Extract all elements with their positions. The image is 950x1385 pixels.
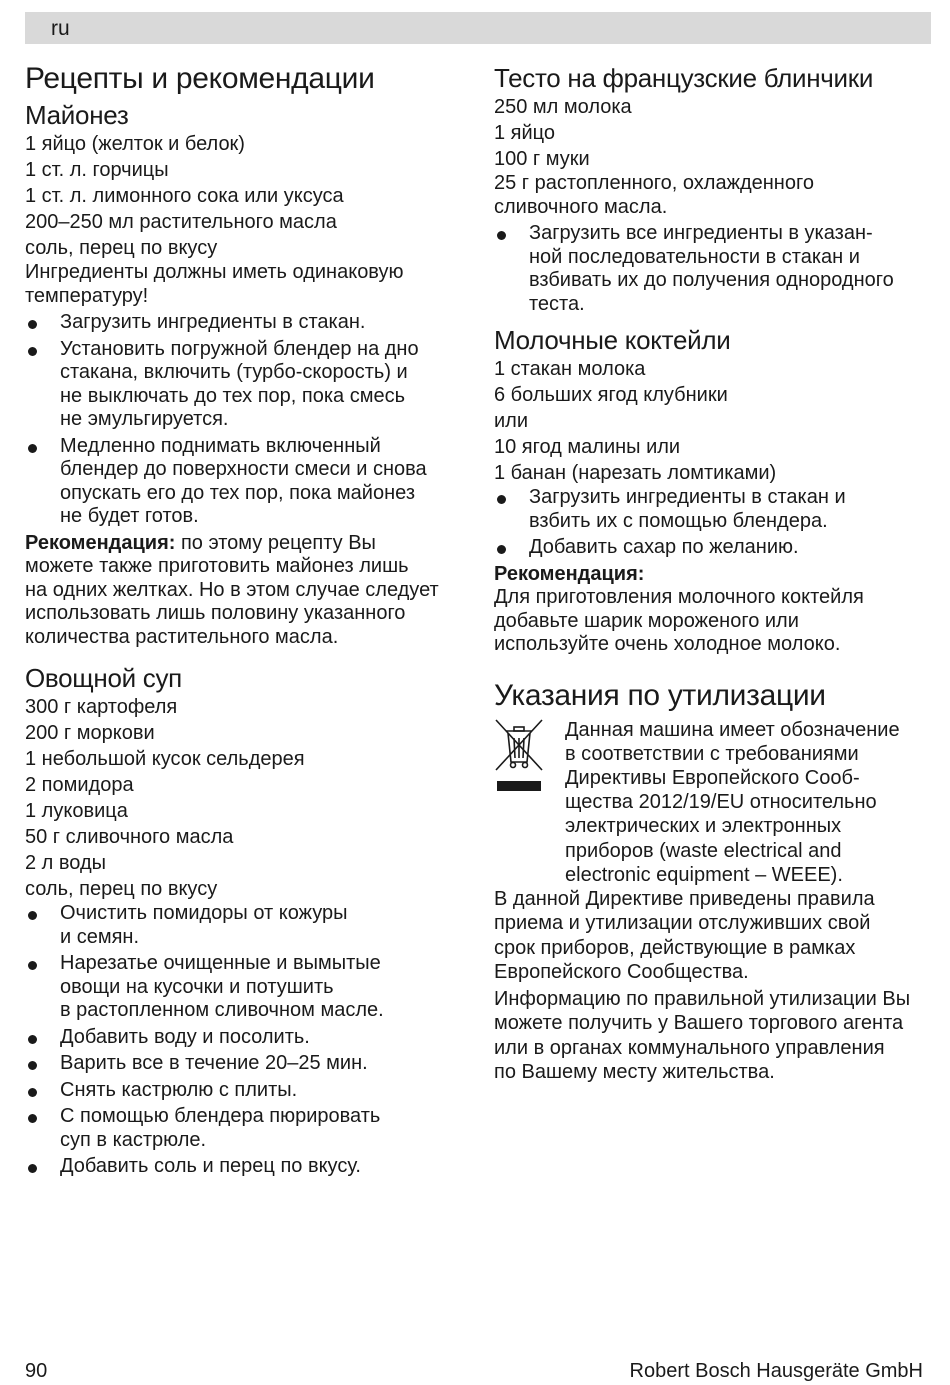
weee-crossed-bin-icon <box>494 718 544 796</box>
shakes-ingredients <box>494 356 934 486</box>
bullet-icon <box>28 961 37 970</box>
list-item: Добавить воду и посолить. <box>25 1026 465 1050</box>
shakes-heading: Молочные коктейли <box>494 325 731 355</box>
disposal-heading: Указания по утилизации <box>494 678 826 712</box>
tip-text: Для приготовления молочного коктейля добавьте шарик мороженого или используйте очень холодное молоко. <box>494 586 864 655</box>
language-bar <box>25 12 931 44</box>
disposal-paragraph: В данной Директиве приведены правила приема и утилизации отслуживших свой срок приборов, действующие в рамках Европейского Сообщества. <box>494 887 875 984</box>
tip-text: по этому рецепту Вы можете также приготовить майонез лишь на одних желтках. Но в этом случае следует использовать лишь половину указанного количества растительного масла. <box>25 531 439 648</box>
bullet-icon <box>28 1114 37 1123</box>
ingredient: соль, перец по вкусу <box>25 237 218 259</box>
ingredient: 1 луковица <box>25 800 128 822</box>
bullet-icon <box>28 1164 37 1173</box>
bullet-icon <box>28 1088 37 1097</box>
ingredient: 100 г муки <box>494 148 590 170</box>
ingredient: 1 яйцо (желток и белок) <box>25 133 245 155</box>
ingredient: 1 яйцо <box>494 122 556 144</box>
ingredient: 50 г сливочного масла <box>25 826 234 848</box>
list-item: Установить погружной блендер на дно стакана, включить (турбо-скорость) и не выключать до тех пор, пока смесь не эмульгируется. <box>25 338 465 432</box>
mayo-heading: Майонез <box>25 100 129 130</box>
ingredient: 2 помидора <box>25 774 134 796</box>
company-name: Robert Bosch Hausgeräte GmbH <box>629 1360 923 1382</box>
mayo-steps <box>25 311 465 529</box>
language-code: ru <box>51 17 70 40</box>
ingredient: 200–250 мл растительного масла <box>25 211 337 233</box>
bullet-icon <box>497 495 506 504</box>
ingredient: 1 небольшой кусок сельдерея <box>25 748 305 770</box>
left-column <box>25 60 465 1182</box>
list-item: Загрузить ингредиенты в стакан и взбить их с помощью блендера. <box>494 486 934 533</box>
list-item: Нарезатье очищенные и вымытые овощи на кусочки и потушить в растопленном сливочном масле. <box>25 952 465 1023</box>
list-item: Снять кастрюлю с плиты. <box>25 1079 465 1103</box>
crepes-ingredients <box>494 94 934 172</box>
soup-heading: Овощной суп <box>25 663 182 693</box>
weee-block <box>494 718 934 887</box>
tip-label: Рекомендация: <box>25 531 176 554</box>
bullet-icon <box>497 545 506 554</box>
bullet-icon <box>28 320 37 329</box>
weee-text: Данная машина имеет обозначение в соответствии с требованиями Директивы Европейского Сооб- щества 2012/19/EU относительно электрических и электронных приборов (waste electrical and electronic equipment – WEEE). <box>565 718 900 886</box>
ingredient: 10 ягод малины или <box>494 436 681 458</box>
soup-steps <box>25 902 465 1179</box>
ingredient: 1 ст. л. горчицы <box>25 159 169 181</box>
list-item: Загрузить все ингредиенты в указан- ной последовательности в стакан и взбивать их до получения однородного теста. <box>494 222 934 316</box>
tip-label: Рекомендация: <box>494 562 645 585</box>
bullet-icon <box>28 1061 37 1070</box>
list-item: Очистить помидоры от кожуры и семян. <box>25 902 465 949</box>
page-title: Рецепты и рекомендации <box>25 62 375 95</box>
list-item: Варить все в течение 20–25 мин. <box>25 1052 465 1076</box>
list-item: Медленно поднимать включенный блендер до поверхности смеси и снова опускать его до тех пор, пока майонез не будет готов. <box>25 435 465 529</box>
ingredient: 2 л воды <box>25 852 107 874</box>
bullet-icon <box>28 444 37 453</box>
bullet-icon <box>497 231 506 240</box>
bullet-icon <box>28 911 37 920</box>
ingredient: 25 г растопленного, охлажденного сливочного масла. <box>494 172 814 218</box>
crepes-heading: Тесто на французские блинчики <box>494 63 874 93</box>
mayo-tip <box>25 532 465 650</box>
ingredient: соль, перец по вкусу <box>25 878 218 900</box>
list-item: С помощью блендера пюрировать суп в кастрюле. <box>25 1105 465 1152</box>
list-item: Добавить соль и перец по вкусу. <box>25 1155 465 1179</box>
bullet-icon <box>28 347 37 356</box>
crepes-steps <box>494 222 934 316</box>
ingredient: 1 ст. л. лимонного сока или уксуса <box>25 185 344 207</box>
ingredient: 250 мл молока <box>494 96 632 118</box>
disposal-paragraph: Информацию по правильной утилизации Вы можете получить у Вашего торгового агента или в органах коммунального управления по Вашему месту жительства. <box>494 987 911 1084</box>
ingredient: 1 банан (нарезать ломтиками) <box>494 462 777 484</box>
list-item: Добавить сахар по желанию. <box>494 536 934 560</box>
ingredient: 200 г моркови <box>25 722 155 744</box>
ingredient: 1 стакан молока <box>494 358 646 380</box>
mayo-ingredients <box>25 131 465 261</box>
ingredient: 300 г картофеля <box>25 696 178 718</box>
bullet-icon <box>28 1035 37 1044</box>
ingredient: 6 больших ягод клубники <box>494 384 728 406</box>
right-column <box>494 60 934 1085</box>
page-number: 90 <box>25 1360 48 1382</box>
soup-ingredients <box>25 694 465 902</box>
ingredient: или <box>494 410 529 432</box>
mayo-note: Ингредиенты должны иметь одинаковую температуру! <box>25 261 404 307</box>
shakes-steps <box>494 486 934 560</box>
list-item: Загрузить ингредиенты в стакан. <box>25 311 465 335</box>
